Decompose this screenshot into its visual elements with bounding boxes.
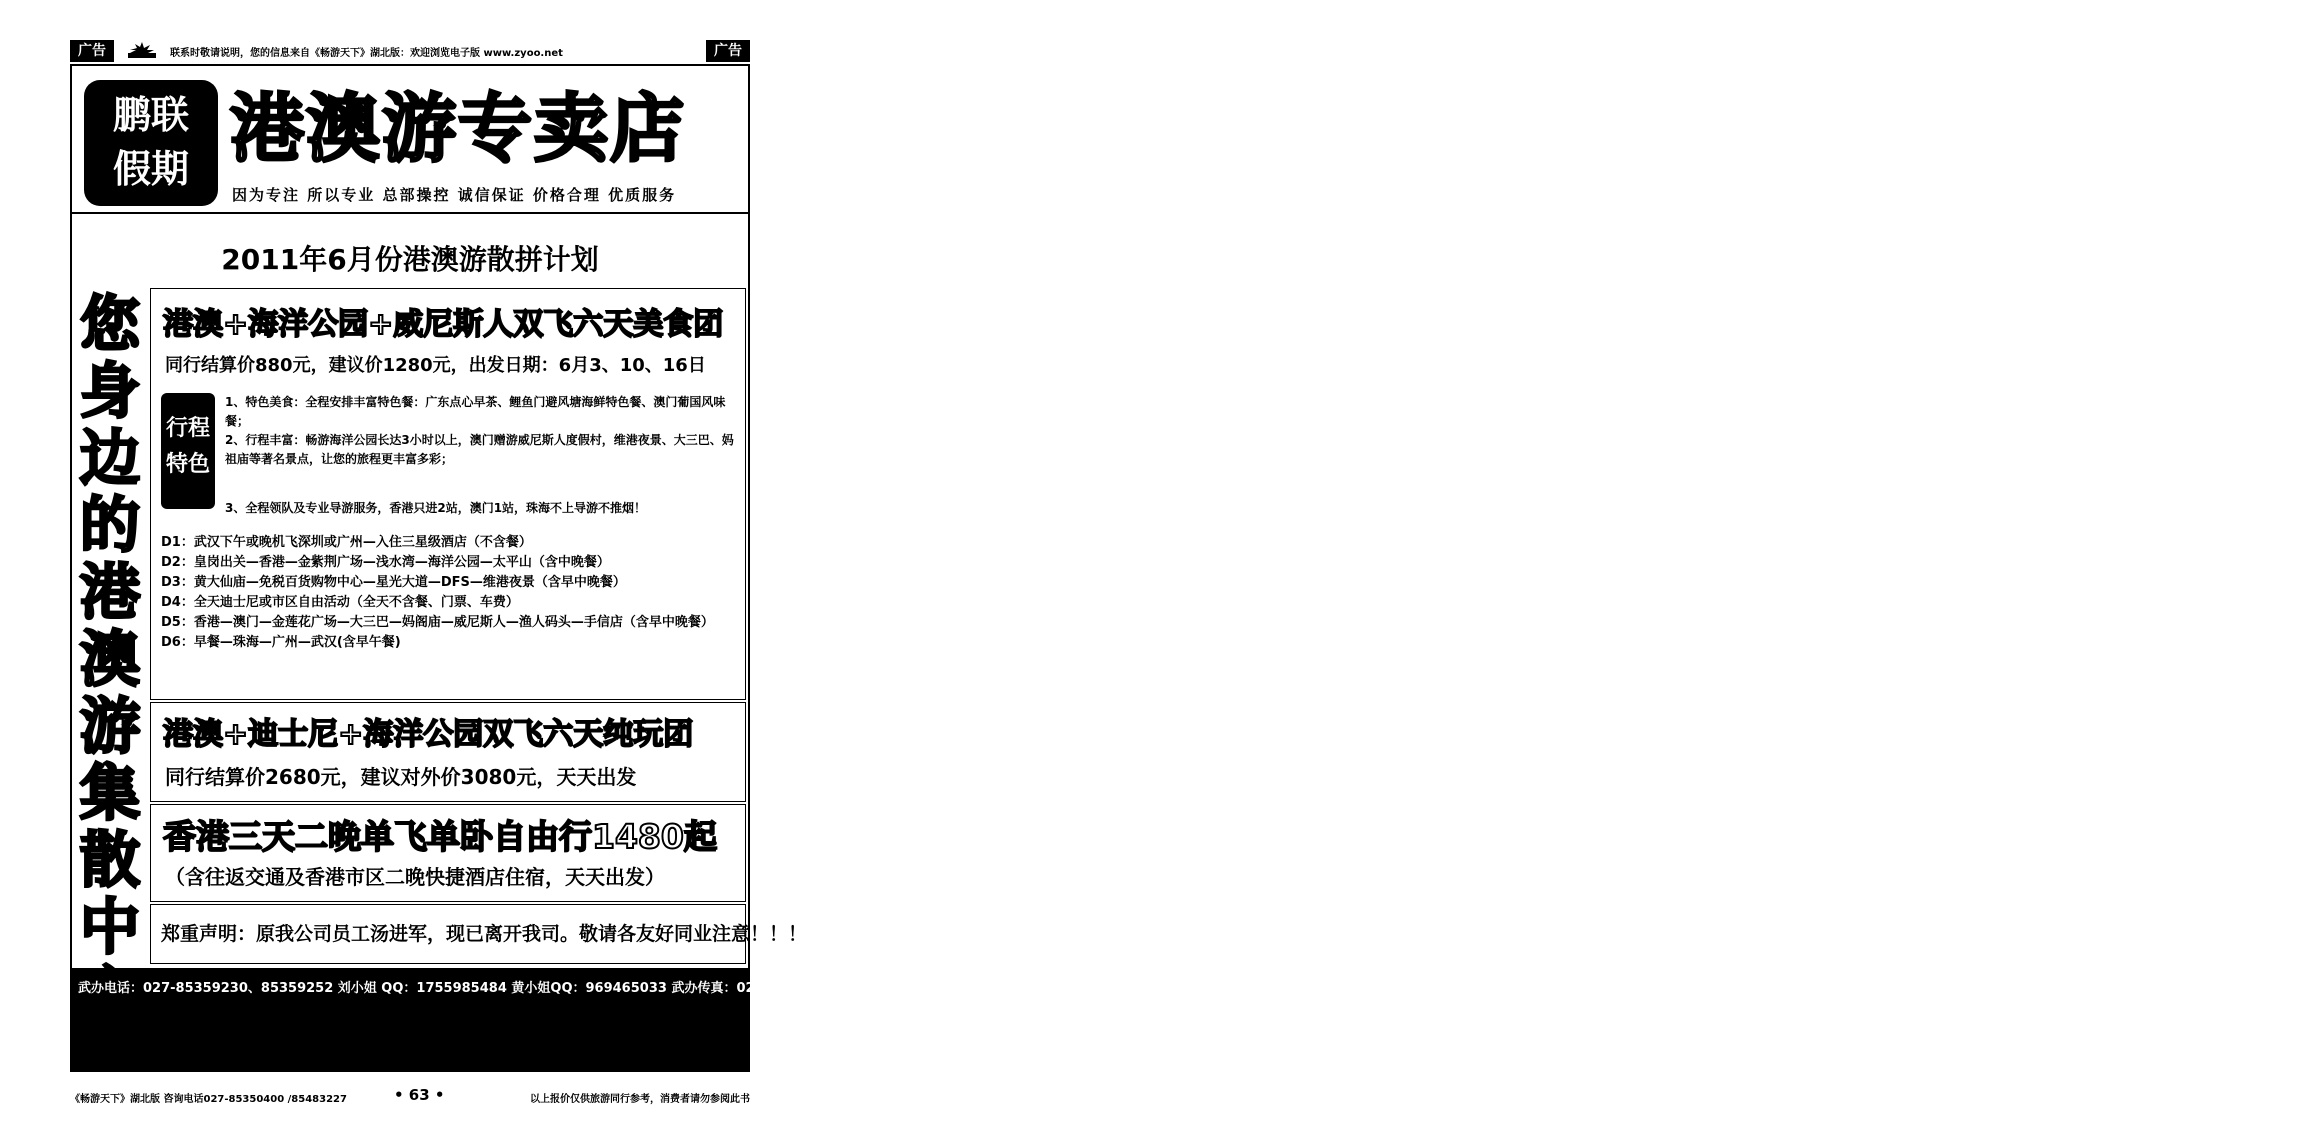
- contact-line: 武办传真：027-85359252 武办24小时值班电话：13308624162: [671, 981, 1081, 996]
- footer: [70, 1086, 750, 1106]
- itinerary-day: D1：武汉下午或晚机飞深圳或广州—入住三星级酒店（不含餐）: [161, 535, 532, 550]
- tour-2-box: [150, 702, 746, 802]
- itinerary-day: D4：全天迪士尼或市区自由活动（全天不含餐、门票、车费）: [161, 595, 519, 610]
- tour-1-price: 同行结算价880元，建议价1280元，出发日期：6月3、10、16日: [165, 355, 706, 376]
- ad-tag-right: 广告: [706, 40, 750, 62]
- feature-badge-line-2: 特色: [165, 452, 210, 477]
- vertical-char: 游: [80, 692, 140, 762]
- feature-item: 1、特色美食：全程安排丰富特色餐：广东点心早茶、鲤鱼门避风塘海鲜特色餐、澳门葡国风味餐；: [225, 395, 726, 428]
- footer-right: 以上报价仅供旅游同行参考，消费者请勿参阅此书: [530, 1094, 750, 1105]
- feature-badge: [161, 393, 215, 509]
- vertical-char: 澳: [80, 625, 140, 695]
- brand-line-2: 假期: [112, 147, 189, 191]
- tour-1-title: 港澳+海洋公园+威尼斯人双飞六天美食团: [163, 307, 724, 342]
- itinerary-day: D3：黄大仙庙—免税百货购物中心—星光大道—DFS—维港夜景（含早中晚餐）: [161, 575, 626, 590]
- shop-title: 港澳游专卖店: [230, 86, 686, 172]
- plan-title: 2011年6月份港澳游散拼计划: [221, 243, 599, 276]
- header: [72, 66, 748, 214]
- magazine-logo-icon: [122, 40, 162, 60]
- ad-tag-left: 广告: [70, 40, 114, 62]
- vertical-slogan: [76, 292, 144, 1029]
- vertical-char: 您: [80, 290, 140, 360]
- page-number: • 63 •: [394, 1086, 445, 1104]
- vertical-char: 集: [80, 759, 140, 829]
- notice-box: [150, 904, 808, 964]
- tour-2-title: 港澳+迪士尼+海洋公园双飞六天纯玩团: [163, 717, 694, 752]
- footer-left: 《畅游天下》湖北版 咨询电话027-85350400 /85483227: [70, 1094, 347, 1105]
- tour-3-title: 香港三天二晚单飞单卧自由行1480起: [163, 817, 717, 856]
- slogan: 因为专注 所以专业 总部操控 诚信保证 价格合理 优质服务: [232, 186, 677, 204]
- itinerary-day: D5：香港—澳门—金莲花广场—大三巴—妈阁庙—威尼斯人—渔人码头—手信店（含早中晚餐）: [161, 615, 714, 630]
- tour-2-price: 同行结算价2680元，建议对外价3080元，天天出发: [165, 765, 637, 789]
- vertical-char: 港: [80, 558, 140, 628]
- itinerary-day: D2：皇岗出关—香港—金紫荆广场—浅水湾—海洋公园—太平山（含中晚餐）: [161, 555, 610, 570]
- vertical-char: 中: [80, 893, 140, 963]
- brand-line-1: 鹏联: [112, 93, 189, 137]
- brand-logo: [84, 80, 218, 206]
- tour-3-note: （含往返交通及香港市区二晚快捷酒店住宿，天天出发）: [165, 865, 665, 889]
- feature-item-3: 3、全程领队及专业导游服务，香港只进2站，澳门1站，珠海不上导游不推烟！: [225, 501, 647, 515]
- feature-item: 2、行程丰富：畅游海洋公园长达3小时以上，澳门赠游威尼斯人度假村，维港夜景、大三巴、妈祖庙等著名景点，让您的旅程更丰富多彩；: [225, 433, 734, 466]
- source-notice: 联系时敬请说明，您的信息来自《畅游天下》湖北版：欢迎浏览电子版 www.zyoo.net: [170, 48, 563, 59]
- vertical-char: 的: [80, 491, 140, 561]
- top-bar: [70, 40, 750, 62]
- tour-3-box: [150, 804, 746, 902]
- notice-text: 郑重声明：原我公司员工汤进军，现已离开我司。敬请各友好同业注意！！！: [161, 923, 808, 945]
- ad-frame: [70, 64, 808, 970]
- vertical-char: 散: [80, 826, 140, 896]
- feature-list: [225, 393, 739, 469]
- itinerary-days: [161, 533, 741, 653]
- itinerary-day: D6：早餐—珠海—广州—武汉(含早午餐): [161, 635, 401, 650]
- contact-block: [70, 970, 2309, 1072]
- contact-line: 质量总监：赖先生（武汉）18986277141 （广东）13602761669 QQ：747080665: [1776, 981, 2309, 996]
- feature-badge-line-1: 行程: [165, 416, 210, 441]
- contact-line: 广东电话：刘小姐020-81047943 15323833283 QQ：790463410 MSN：phoebe_lausz@hotmail.com: [1084, 981, 1773, 996]
- tour-1-box: [150, 288, 746, 700]
- contact-line: 武办电话：027-85359230、85359252 刘小姐 QQ：1755985484 黄小姐QQ：969465033: [78, 981, 667, 996]
- vertical-char: 身: [80, 357, 140, 427]
- vertical-char: 边: [80, 424, 140, 494]
